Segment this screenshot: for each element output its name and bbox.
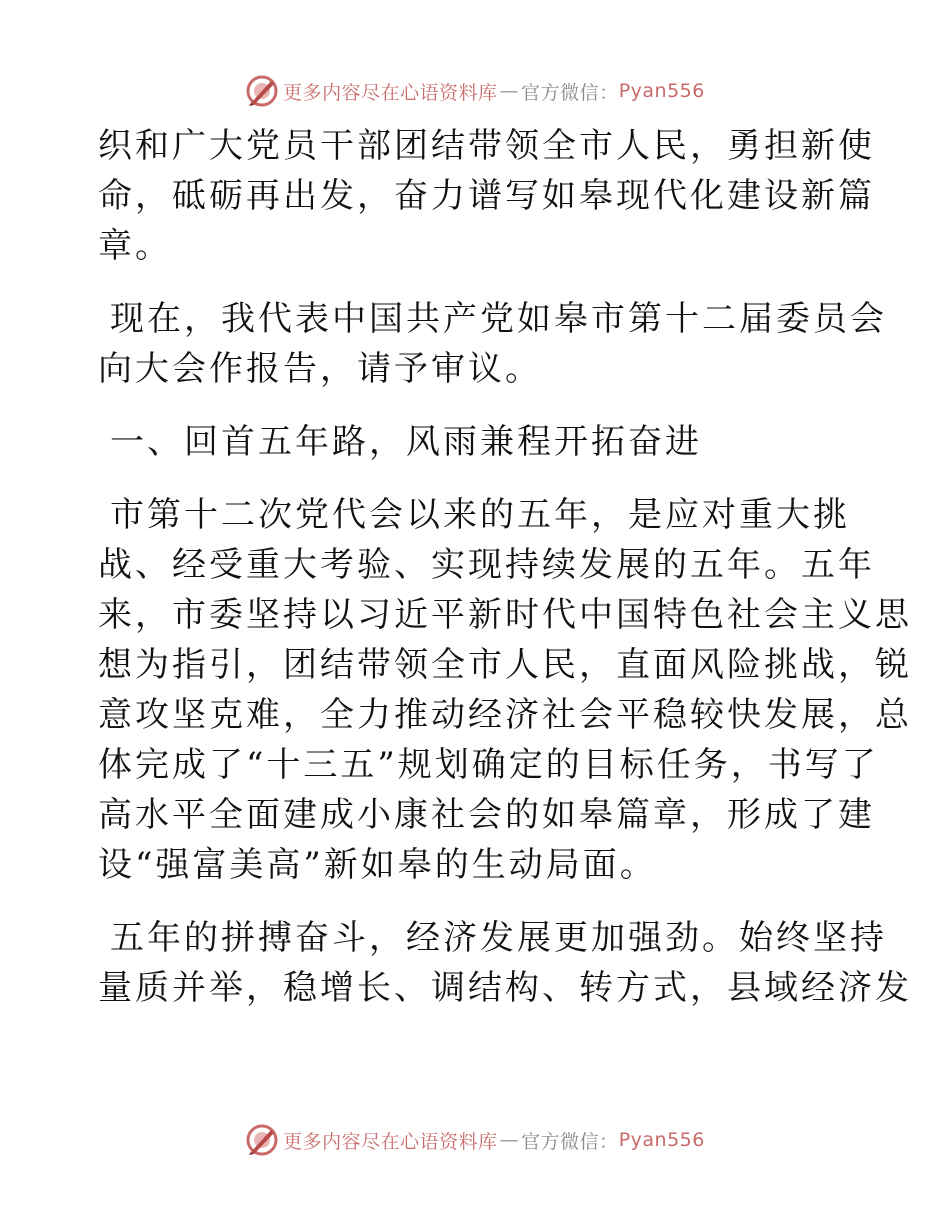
watermark-wechat-id: Pyan556 xyxy=(618,80,705,102)
paragraph xyxy=(98,121,875,271)
document-body xyxy=(98,121,912,1036)
text-line: 命，砥砺再出发，奋力谱写如皋现代化建设新篇 xyxy=(98,176,875,216)
text-line: 市第十二次党代会以来的五年，是应对重大挑 xyxy=(110,495,850,535)
watermark-wechat-label: 官方微信： xyxy=(521,1130,619,1153)
pen-logo-icon xyxy=(245,1123,279,1157)
text-line: 量质并举，稳增长、调结构、转方式，县域经济发 xyxy=(98,968,912,1008)
text-line: 五年的拼搏奋斗，经济发展更加强劲。始终坚持 xyxy=(110,918,887,958)
text-line: 意攻坚克难，全力推动经济社会平稳较快发展，总 xyxy=(98,695,912,735)
text-line: 向大会作报告，请予审议。 xyxy=(98,349,542,389)
footer-watermark xyxy=(0,1120,950,1160)
section-heading xyxy=(98,417,858,467)
paragraph xyxy=(98,490,912,890)
paragraph xyxy=(98,913,912,1013)
text-line: 战、经受重大考验、实现持续发展的五年。五年 xyxy=(98,545,875,585)
text-line: 来，市委坚持以习近平新时代中国特色社会主义思 xyxy=(98,595,912,635)
text-line: 一、回首五年路，风雨兼程开拓奋进 xyxy=(110,422,702,462)
watermark-text: 更多内容尽在心语资料库 xyxy=(283,81,498,104)
paragraph xyxy=(98,294,887,394)
text-line: 想为指引，团结带领全市人民，直面风险挑战，锐 xyxy=(98,645,912,685)
text-line: 体完成了“十三五”规划确定的目标任务，书写了 xyxy=(98,745,879,785)
watermark-text: 更多内容尽在心语资料库 xyxy=(283,1130,498,1153)
text-line: 现在，我代表中国共产党如皋市第十二届委员会 xyxy=(110,299,887,339)
header-watermark xyxy=(0,71,950,111)
text-line: 设“强富美高”新如皋的生动局面。 xyxy=(98,845,657,885)
watermark-separator: — xyxy=(499,1129,520,1151)
text-line: 高水平全面建成小康社会的如皋篇章，形成了建 xyxy=(98,795,875,835)
watermark-wechat-label: 官方微信： xyxy=(521,81,619,104)
pen-logo-icon xyxy=(245,74,279,108)
watermark-wechat-id: Pyan556 xyxy=(618,1129,705,1151)
text-line: 章。 xyxy=(98,226,172,266)
watermark-separator: — xyxy=(499,80,520,102)
text-line: 织和广大党员干部团结带领全市人民，勇担新使 xyxy=(98,126,875,166)
